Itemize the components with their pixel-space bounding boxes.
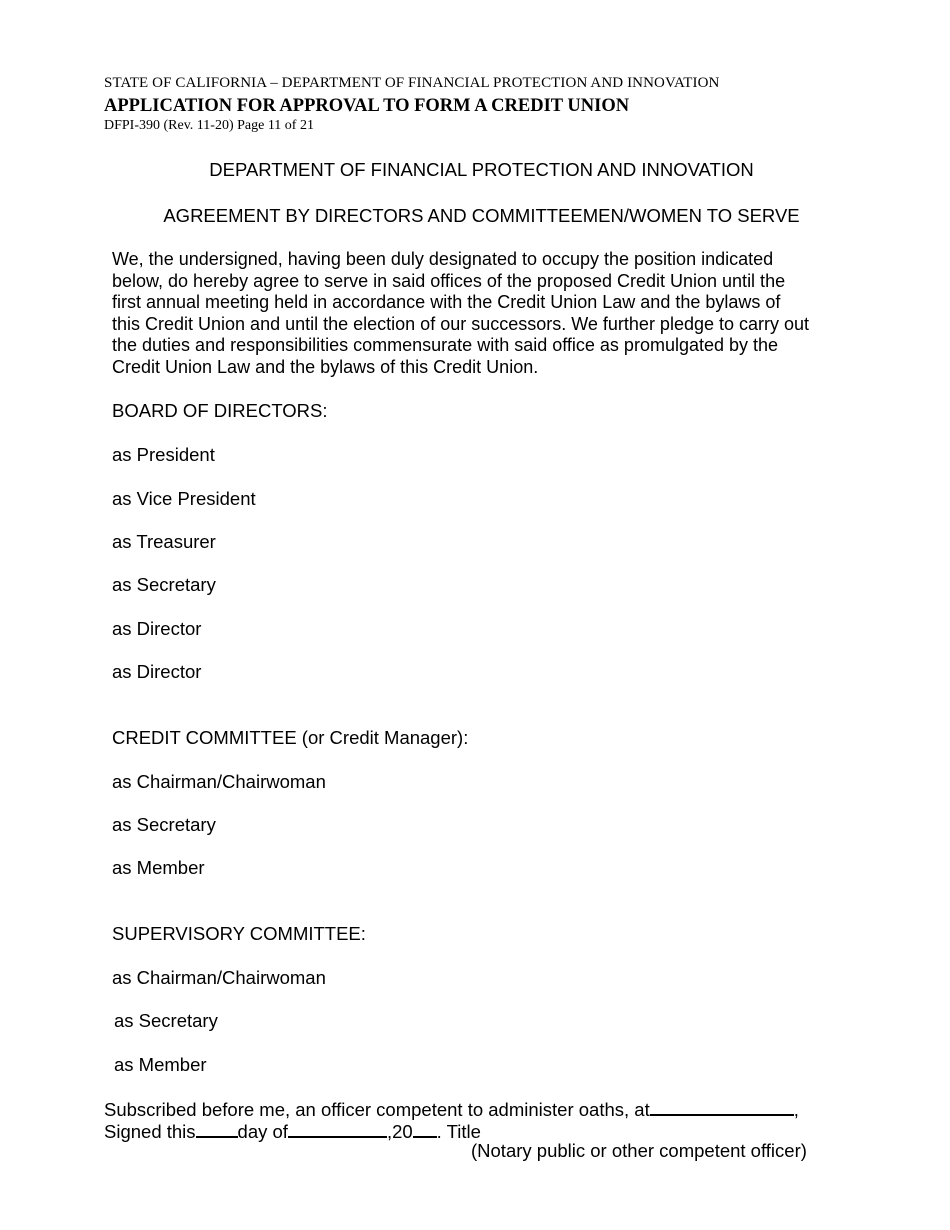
credit-position-member: as Member [112, 857, 205, 878]
form-id-page: DFPI-390 (Rev. 11-20) Page 11 of 21 [104, 118, 314, 133]
form-title: APPLICATION FOR APPROVAL TO FORM A CREDIT UNION [104, 96, 630, 116]
board-position-treasurer: as Treasurer [112, 531, 216, 552]
year-prefix-label: ,20 [386, 1121, 413, 1142]
board-heading: BOARD OF DIRECTORS: [112, 400, 328, 421]
credit-committee-heading: CREDIT COMMITTEE (or Credit Manager): [112, 727, 469, 748]
signed-year-field[interactable] [413, 1119, 437, 1138]
board-position-secretary: as Secretary [112, 574, 216, 595]
signed-day-field[interactable] [196, 1119, 238, 1138]
title-label: . Title [436, 1121, 481, 1142]
board-position-vice-president: as Vice President [112, 488, 256, 509]
credit-position-secretary: as Secretary [112, 814, 216, 835]
oath-location-field[interactable] [650, 1097, 794, 1116]
notary-caption: (Notary public or other competent officer) [471, 1140, 807, 1161]
supervisory-position-member: as Member [114, 1054, 207, 1075]
oath-location-line [104, 1097, 799, 1121]
signed-month-field[interactable] [288, 1119, 387, 1138]
signed-date-line [104, 1119, 481, 1143]
credit-position-chair: as Chairman/Chairwoman [112, 771, 326, 792]
signed-this-label: Signed this [104, 1121, 196, 1142]
oath-text: Subscribed before me, an officer competent to administer oaths, at [104, 1099, 650, 1120]
board-position-president: as President [112, 444, 215, 465]
agency-header: STATE OF CALIFORNIA – DEPARTMENT OF FINANCIAL PROTECTION AND INNOVATION [104, 75, 720, 91]
board-position-director: as Director [112, 618, 202, 639]
oath-comma: , [793, 1099, 799, 1120]
day-of-label: day of [237, 1121, 288, 1142]
intro-paragraph: We, the undersigned, having been duly designated to occupy the position indicated below, do hereby agree to serve in said offices of the proposed Credit Union until the first annual meeting held in accordance with the Credit Union Law and the bylaws of this Credit Union and until the election of our successors. We further pledge to carry out the duties and responsibilities commensurate with said office as promulgated by the Credit Union Law and the bylaws of this Credit Union. [112, 249, 810, 377]
department-title: DEPARTMENT OF FINANCIAL PROTECTION AND INNOVATION [209, 159, 754, 180]
supervisory-committee-heading: SUPERVISORY COMMITTEE: [112, 923, 366, 944]
supervisory-position-secretary: as Secretary [114, 1010, 218, 1031]
supervisory-position-chair: as Chairman/Chairwoman [112, 967, 326, 988]
agreement-title: AGREEMENT BY DIRECTORS AND COMMITTEEMEN/WOMEN TO SERVE [163, 205, 800, 226]
board-position-director: as Director [112, 661, 202, 682]
